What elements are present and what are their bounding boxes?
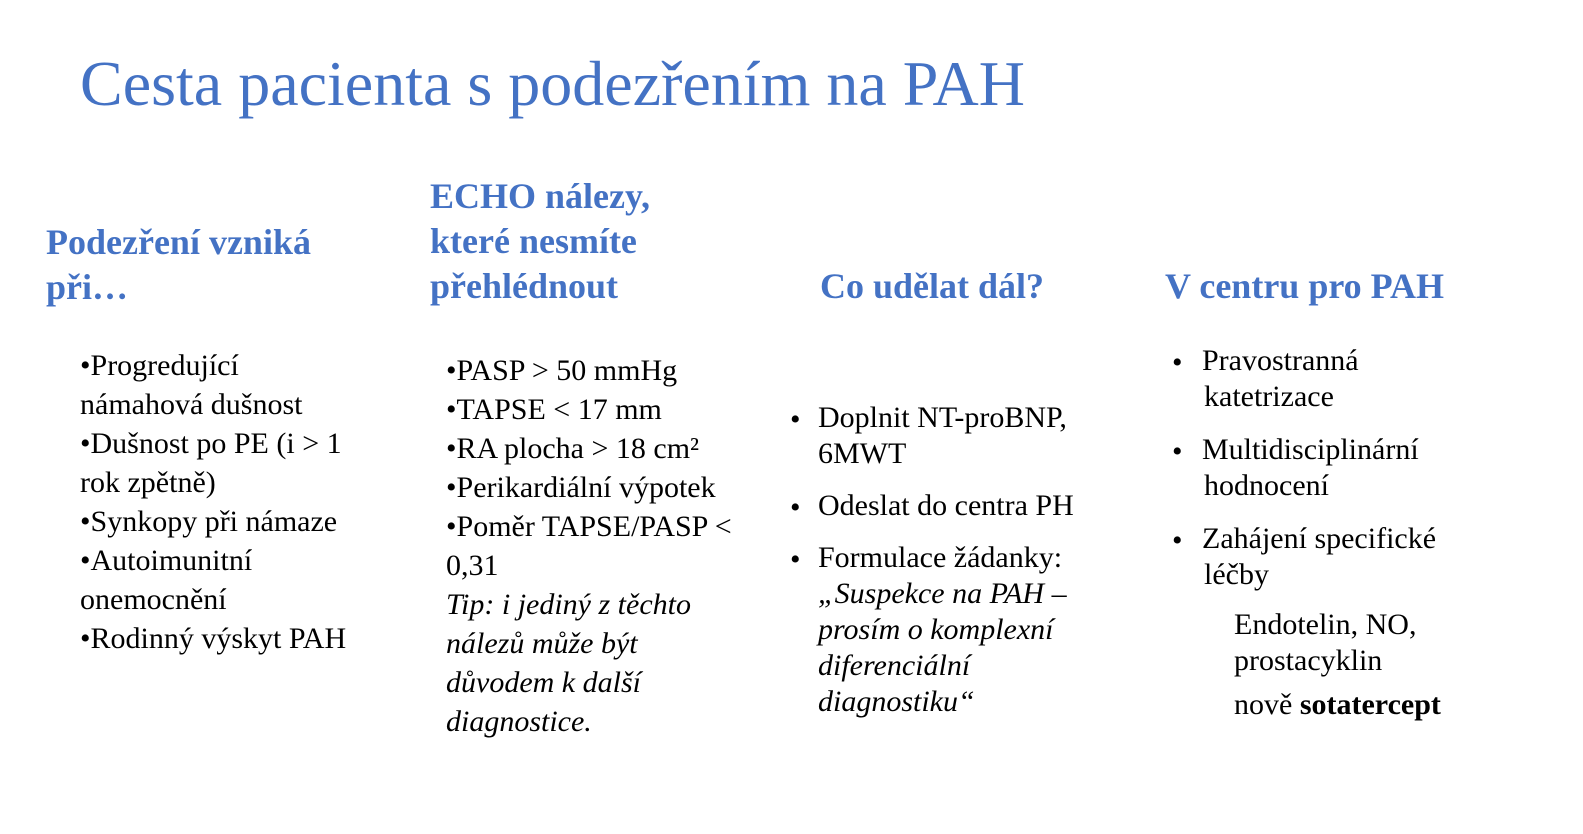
list-line: •Perikardiální výpotek xyxy=(446,471,716,504)
list-item xyxy=(1172,432,1562,504)
sub-line: Endotelin, NO, xyxy=(1234,608,1417,641)
list-line: Multidisciplinární xyxy=(1202,433,1419,466)
column-heading-pah-center: V centru pro PAH xyxy=(1165,266,1444,306)
list-line: námahová dušnost xyxy=(80,388,303,421)
list-item xyxy=(790,488,1150,524)
tip-line: Tip: i jediný z těchto xyxy=(446,588,691,621)
list-line: •Rodinný výskyt PAH xyxy=(80,622,347,655)
list-line: onemocnění xyxy=(80,583,227,616)
list-line: Zahájení specifické xyxy=(1202,522,1437,555)
list-line: •Autoimunitní xyxy=(80,544,253,577)
list-line: rok zpětně) xyxy=(80,466,216,499)
list-line: 6MWT xyxy=(818,437,907,470)
quote-line: diagnostiku“ xyxy=(818,685,975,718)
pah-center-list xyxy=(1172,343,1562,723)
new-treatment-prefix: nově xyxy=(1234,688,1300,721)
tip-line: nálezů může být xyxy=(446,627,638,660)
heading-line: při… xyxy=(46,267,129,307)
list-line: léčby xyxy=(1204,558,1269,591)
new-treatment-name: sotatercept xyxy=(1299,688,1441,721)
slide-title: Cesta pacienta s podezřením na PAH xyxy=(80,48,1025,119)
list-line: Formulace žádanky: xyxy=(818,541,1063,574)
bullet: • xyxy=(1172,346,1183,379)
new-treatment-line xyxy=(1234,687,1562,723)
heading-line: které nesmíte xyxy=(430,221,637,261)
list-line: Odeslat do centra PH xyxy=(818,489,1074,522)
heading-line: Podezření vzniká xyxy=(46,222,311,262)
bullet: • xyxy=(1172,524,1183,557)
heading-line: ECHO nálezy, xyxy=(430,176,651,216)
list-line: •Dušnost po PE (i > 1 xyxy=(80,427,342,460)
list-item xyxy=(1172,521,1562,593)
tip-line: diagnostice. xyxy=(446,705,592,738)
quote-line: diferenciální xyxy=(818,649,971,682)
sub-line: prostacyklin xyxy=(1234,644,1383,677)
bullet: • xyxy=(790,403,801,436)
list-line: 0,31 xyxy=(446,549,499,582)
echo-findings-list xyxy=(446,351,786,741)
bullet: • xyxy=(790,491,801,524)
next-steps-list xyxy=(790,400,1150,720)
heading-line: přehlédnout xyxy=(430,266,619,306)
tip-line: důvodem k další xyxy=(446,666,641,699)
list-line: hodnocení xyxy=(1204,469,1329,502)
list-line: •Synkopy při námaze xyxy=(80,505,338,538)
list-item xyxy=(790,540,1150,720)
treatment-sublist xyxy=(1172,607,1562,723)
quote-line: „Suspekce na PAH – xyxy=(818,577,1067,610)
column-heading-suspicion xyxy=(46,220,386,310)
column-heading-next-steps: Co udělat dál? xyxy=(820,266,1045,306)
list-line: Doplnit NT-proBNP, xyxy=(818,401,1067,434)
list-item xyxy=(1172,343,1562,415)
bullet: • xyxy=(1172,435,1183,468)
list-line: •PASP > 50 mmHg xyxy=(446,354,678,387)
list-line: •Poměr TAPSE/PASP < xyxy=(446,510,732,543)
suspicion-list xyxy=(80,346,400,658)
list-line: •TAPSE < 17 mm xyxy=(446,393,662,426)
quote-line: prosím o komplexní xyxy=(818,613,1054,646)
list-line: Pravostranná xyxy=(1202,344,1359,377)
list-item xyxy=(790,400,1150,472)
bullet: • xyxy=(790,543,801,576)
list-line: •Progredující xyxy=(80,349,239,382)
list-line: •RA plocha > 18 cm² xyxy=(446,432,700,465)
column-heading-echo xyxy=(430,174,750,309)
list-line: katetrizace xyxy=(1204,380,1334,413)
